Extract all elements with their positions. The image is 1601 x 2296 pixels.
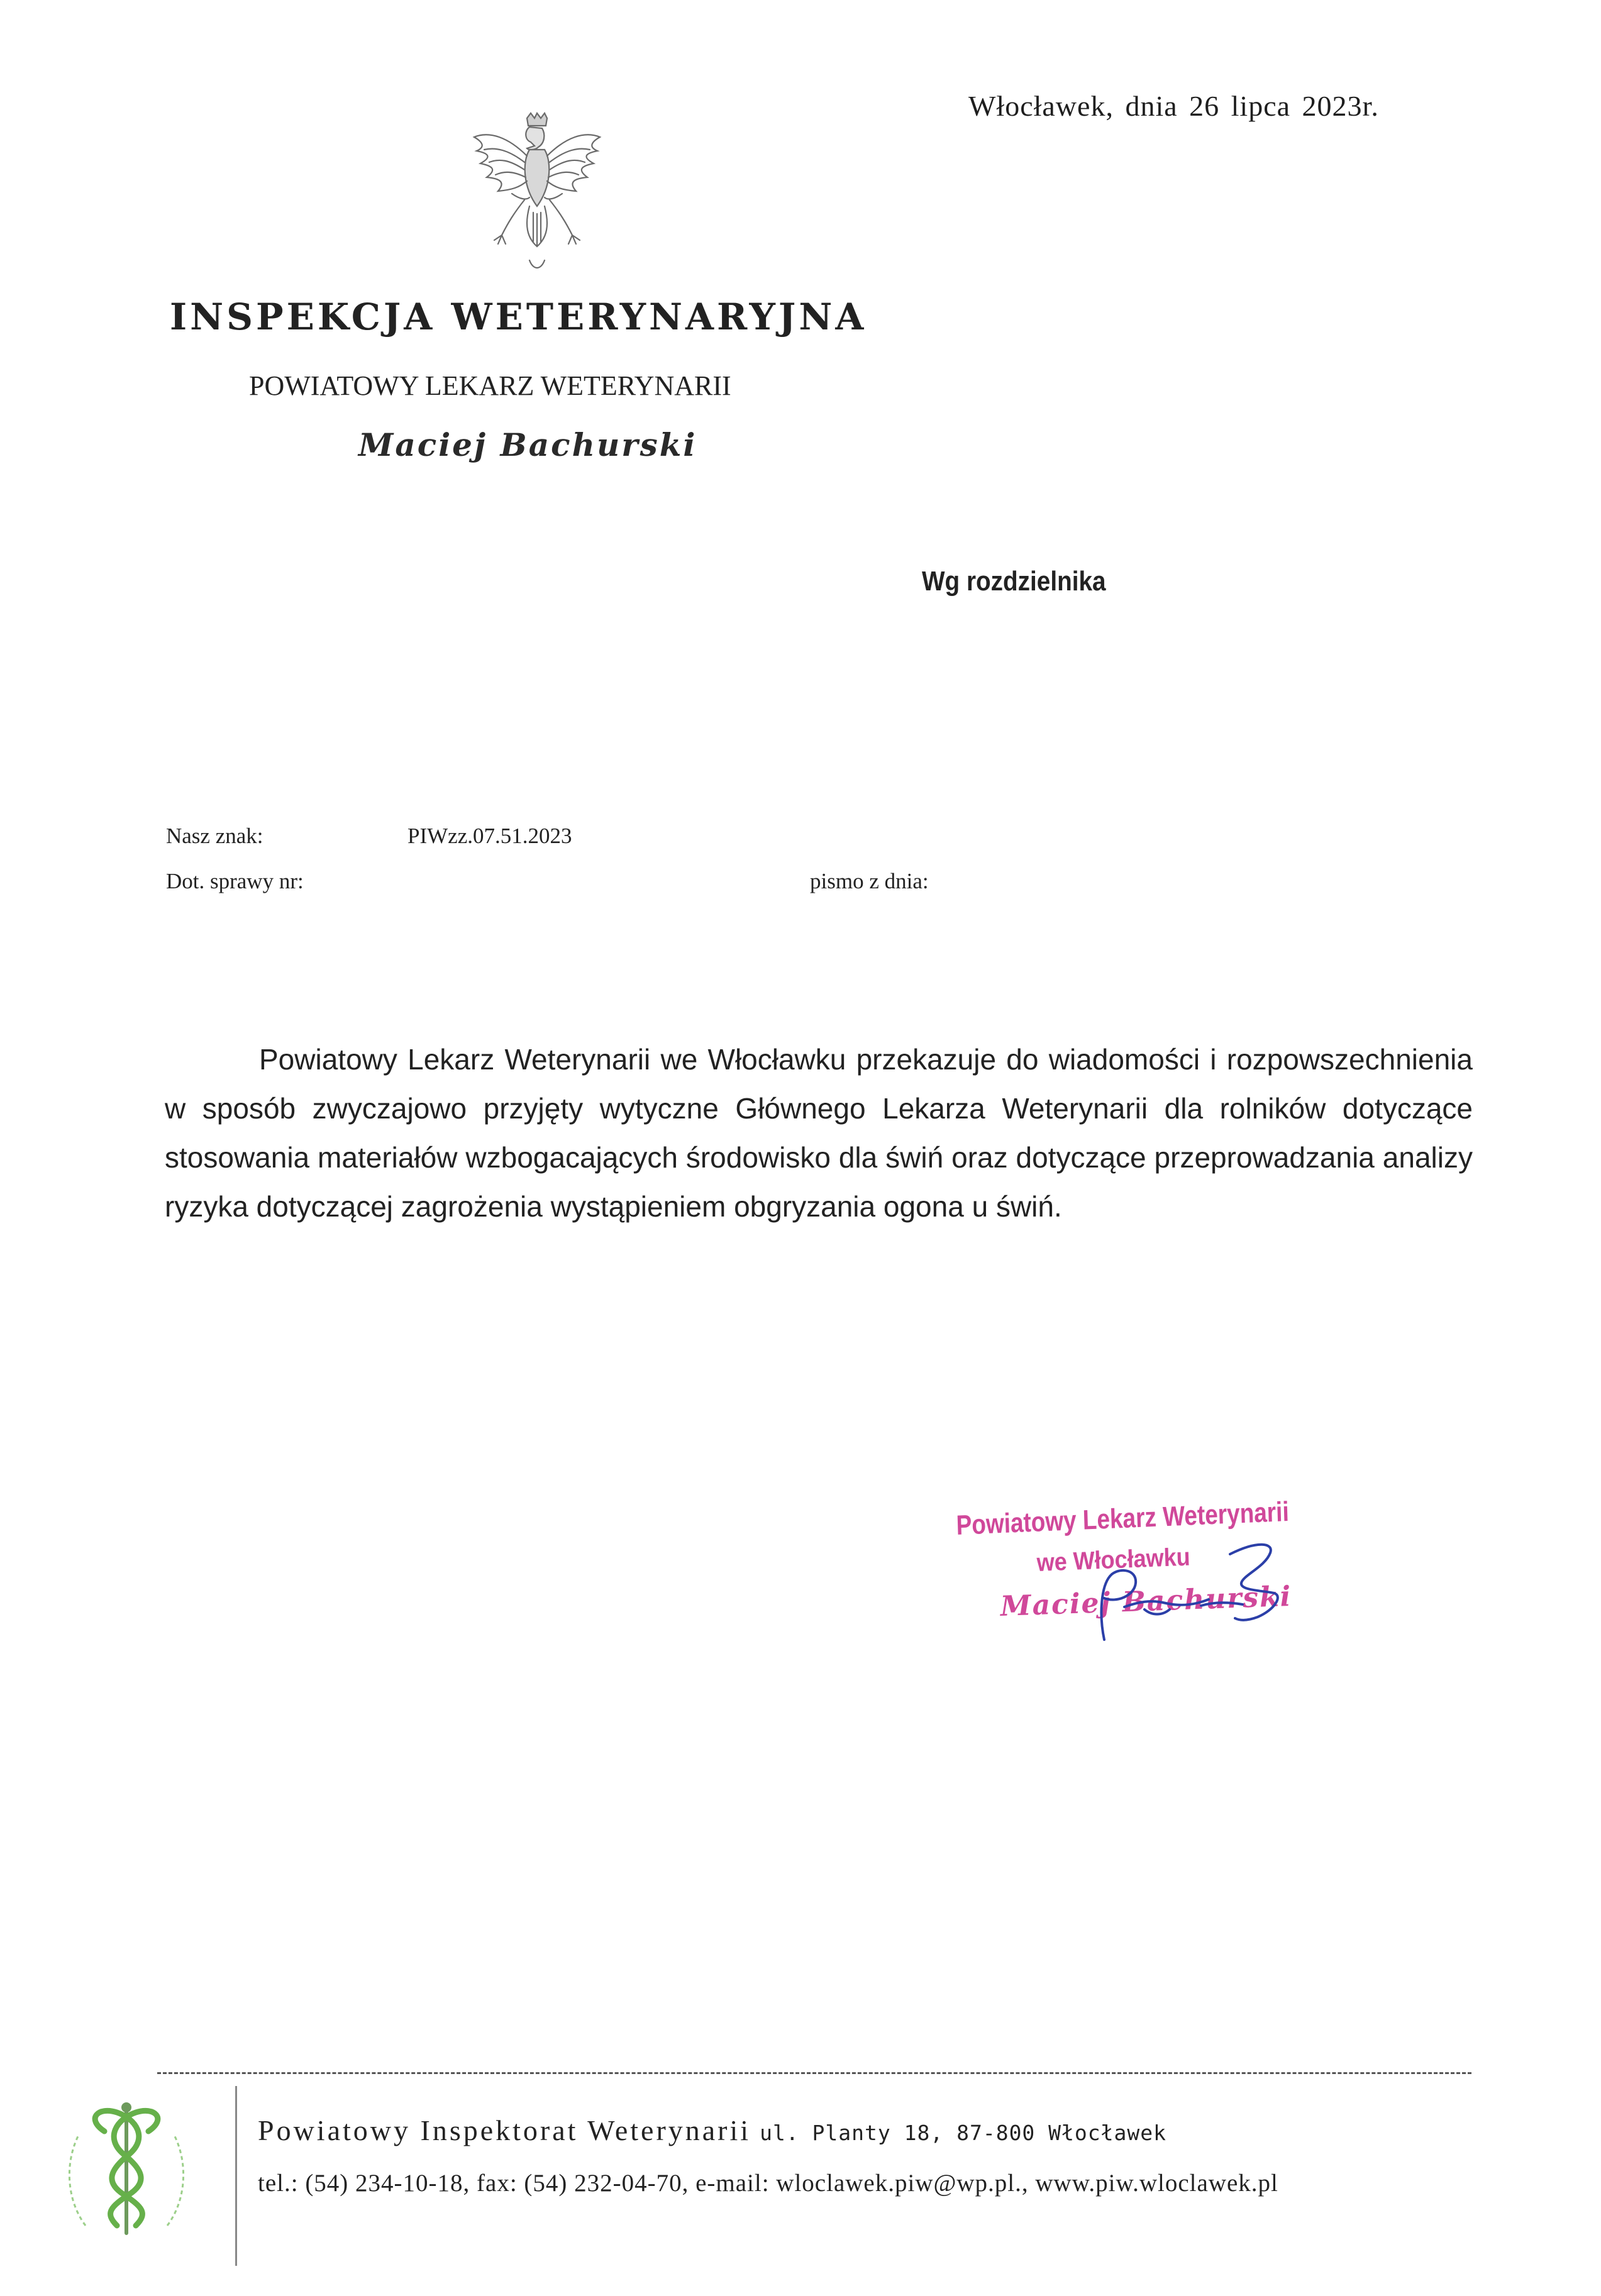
- caduceus-logo-icon: [60, 2094, 192, 2242]
- our-ref-value: PIWzz.07.51.2023: [407, 824, 572, 848]
- footer-address: ul. Planty 18, 87-800 Włocławek: [760, 2121, 1166, 2145]
- stamp-title: Powiatowy Lekarz Weterynarii: [956, 1496, 1290, 1541]
- letter-body: Powiatowy Lekarz Weterynarii we Włocławku przekazuje do wiadomości i rozpowszechnienia w sposób zwyczajowo przyjęty wytyczne Głównego Lekarza Weterynarii dla rolników dotyczące stosowania materiałów wzbogacających środowisko dla świń oraz dotyczące przeprowadzania analizy ryzyka dotyczącej zagrożenia wystąpieniem obgryzania ogona u świń.: [165, 1043, 1473, 1223]
- polish-eagle-icon: [464, 112, 610, 277]
- footer-divider: [235, 2086, 237, 2266]
- addressee: Wg rozdzielnika: [922, 566, 1106, 597]
- officer-name: Maciej Bachurski: [358, 426, 697, 463]
- stamp-name: Maciej Bachurski: [1000, 1580, 1293, 1623]
- footer-org-name: Powiatowy Inspektorat Weterynarii: [258, 2114, 751, 2146]
- organization-name: INSPEKCJA WETERYNARYJNA: [170, 295, 867, 338]
- footer-org-line: [258, 2114, 1166, 2147]
- position-title: POWIATOWY LEKARZ WETERYNARII: [249, 370, 731, 401]
- stamp-location: we Włocławku: [1036, 1543, 1191, 1577]
- case-number-label: Dot. sprawy nr:: [166, 869, 304, 893]
- letter-date-label: pismo z dnia:: [810, 869, 929, 893]
- footer-separator: [157, 2072, 1471, 2074]
- document-date: Włocławek, dnia 26 lipca 2023r.: [968, 90, 1379, 122]
- official-stamp: [943, 1496, 1314, 1647]
- footer-contact: tel.: (54) 234-10-18, fax: (54) 232-04-70, e-mail: wloclawek.piw@wp.pl., www.piw.wloclawek.pl: [258, 2170, 1278, 2197]
- handwritten-signature: [994, 1515, 1308, 1647]
- our-ref-label: Nasz znak:: [166, 824, 263, 848]
